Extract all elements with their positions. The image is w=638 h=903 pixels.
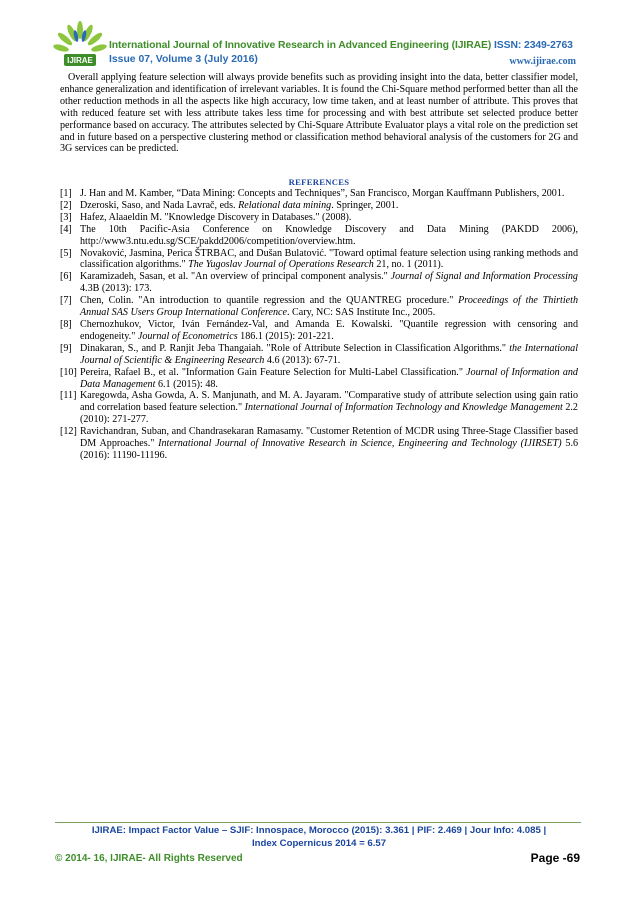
reference-segment: 6.1 (2015): 48. [155, 378, 218, 390]
reference-item [60, 295, 578, 319]
reference-text [80, 200, 578, 212]
reference-number: [3] [60, 211, 72, 223]
journal-logo [50, 20, 110, 72]
reference-segment: Dzeroski, Saso, and Nada Lavrač, eds. [80, 199, 239, 211]
reference-segment: Pereira, Rafael B., et al. "Information Gain Feature Selection for Multi-Label Classification." [80, 366, 467, 378]
issn: ISSN: 2349-2763 [494, 40, 573, 51]
reference-text [80, 343, 578, 367]
reference-number: [8] [60, 318, 72, 330]
reference-item [60, 343, 578, 367]
reference-text [80, 295, 578, 319]
reference-text [80, 188, 578, 200]
footer-impact [0, 824, 638, 850]
reference-segment: Chernozhukov, Victor, Iván Fernández-Val, and Amanda E. Kowalski. "Quantile regression with censoring and endogeneity." [80, 318, 578, 342]
reference-number: [12] [60, 426, 77, 438]
issue-info: Issue 07, Volume 3 (July 2016) [109, 54, 258, 65]
reference-number: [6] [60, 271, 72, 283]
reference-segment: Dinakaran, S., and P. Ranjit Jeba Thangaiah. "Role of Attribute Selection in Classification Algorithms." [80, 342, 510, 354]
reference-number: [1] [60, 188, 72, 199]
reference-segment: Karegowda, Asha Gowda, A. S. Manjunath, and M. A. Jayaram. "Comparative study of attribute selection using gain ratio and correlation based feature selection." [80, 390, 578, 414]
footer-divider [55, 822, 581, 823]
website-link[interactable]: www.ijirae.com [509, 56, 576, 67]
reference-italic: Journal of Econometrics [137, 330, 238, 342]
references-list [60, 188, 578, 462]
reference-text [80, 248, 578, 272]
reference-item [60, 188, 578, 200]
reference-item [60, 367, 578, 391]
reference-number: [9] [60, 342, 72, 354]
reference-italic: International Journal of Information Technology and Knowledge Management [244, 402, 563, 414]
reference-segment: 4.3B (2013): 173. [80, 283, 152, 295]
reference-segment: Hafez, Alaaeldin M. "Knowledge Discovery in Databases." (2008). [80, 211, 352, 223]
impact-line-1: IJIRAE: Impact Factor Value – SJIF: Innospace, Morocco (2015): 3.361 | PIF: 2.469 | Jour Info: 4.085 | [91, 825, 547, 836]
reference-segment: . Cary, NC: SAS Institute Inc., 2005. [287, 307, 436, 319]
reference-item [60, 426, 578, 462]
reference-item [60, 200, 578, 212]
reference-segment: Karamizadeh, Sasan, et al. "An overview of principal component analysis." [80, 271, 391, 283]
reference-italic: Relational data mining [238, 199, 332, 211]
reference-text [80, 212, 578, 224]
journal-name: International Journal of Innovative Research in Advanced Engineering (IJIRAE) [109, 40, 492, 51]
reference-segment: 5.6 (2016): 11190-11196. [80, 438, 579, 461]
reference-italic: International Journal of Innovative Research in Science, Engineering and Technology (IJIRSET) [158, 438, 562, 450]
reference-number: [11] [60, 390, 77, 402]
reference-text [80, 224, 578, 248]
reference-item [60, 224, 578, 248]
journal-title [109, 40, 589, 51]
reference-segment: J. Han and M. Kamber, “Data Mining: Concepts and Techniques”, San Francisco, Morgan Kauffmann Publishers, 2001. [80, 188, 565, 199]
reference-item [60, 319, 578, 343]
reference-item [60, 212, 578, 224]
reference-segment: 2.2 (2010): 271-277. [80, 402, 578, 426]
reference-segment: 21, no. 1 (2011). [373, 259, 444, 271]
reference-number: [4] [60, 223, 72, 235]
reference-text [80, 367, 578, 391]
reference-italic: Proceedings of the Thirtieth Annual SAS Users Group International Conference [80, 295, 578, 319]
page-number: Page -69 [530, 851, 580, 865]
reference-number: [5] [60, 247, 72, 259]
reference-number: [2] [60, 199, 72, 211]
logo-text: IJIRAE [67, 56, 93, 65]
reference-italic: the International Journal of Scientific & Engineering Research [80, 342, 579, 366]
reference-item [60, 248, 578, 272]
reference-number: [10] [60, 366, 77, 378]
reference-segment: Chen, Colin. "An introduction to quantile regression and the QUANTREG procedure." [80, 295, 459, 307]
reference-segment: The 10th Pacific-Asia Conference on Knowledge Discovery and Data Mining (PAKDD 2006), http://www3.ntu.edu.sg/SCE/pakdd2006/competition/overview.htm. [80, 223, 578, 247]
reference-text [80, 390, 578, 426]
impact-line-2: Index Copernicus 2014 = 6.57 [251, 838, 387, 849]
copyright: © 2014- 16, IJIRAE- All Rights Reserved [55, 853, 243, 864]
reference-segment: . Springer, 2001. [331, 199, 399, 211]
reference-number: [7] [60, 295, 72, 307]
reference-segment: Novaković, Jasmina, Perica ŠTRBAC, and Dušan Bulatović. "Toward optimal feature selection using ranking methods and classification algorithms." [80, 247, 578, 271]
reference-italic: The Yugoslav Journal of Operations Research [188, 259, 374, 271]
reference-text [80, 426, 578, 462]
reference-italic: Journal of Signal and Information Processing [390, 271, 578, 283]
reference-segment: 186.1 (2015): 201-221. [237, 330, 334, 342]
reference-item [60, 390, 578, 426]
reference-segment: 4.6 (2013): 67-71. [264, 354, 341, 366]
reference-segment: Ravichandran, Suban, and Chandrasekaran Ramasamy. "Customer Retention of MCDR using Three-Stage Classifier based DM Approaches." [80, 426, 578, 450]
reference-italic: Journal of Information and Data Management [80, 366, 578, 390]
reference-text [80, 271, 578, 295]
reference-text [80, 319, 578, 343]
reference-item [60, 271, 578, 295]
references-heading: REFERENCES [288, 177, 350, 187]
conclusion-paragraph: Overall applying feature selection will always provide benefits such as providing insight into the data, better classifier model, enhance generalization and identification of irrelevant variables. It is found the Chi-Square method performed better than all the other reduction methods in all the aspects like high accuracy, low time taken, and at least number of attribute. This proves that with reduced feature set with less attribute takes less time for processing and with best attribute set selected produce better performance based on accuracy. The attributes selected by Chi-Square Attribute Evaluator plays a vital role on the prediction set and in future based on a perspective clustering method or classification method behavioral analysis of the customers for 2G and 3G services can be predicted. [60, 72, 578, 155]
